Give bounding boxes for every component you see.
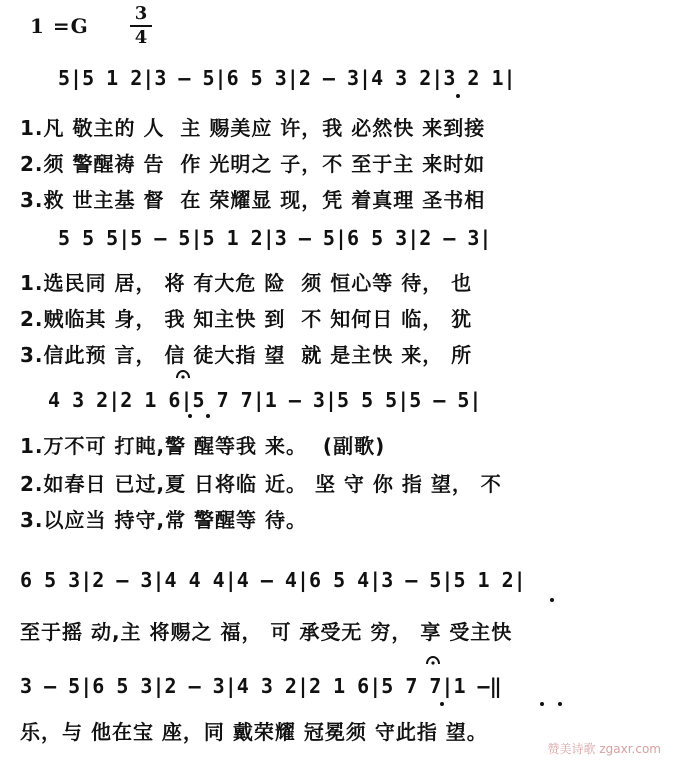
time-signature-top: 3 xyxy=(134,3,148,24)
octave-dot xyxy=(550,598,554,602)
octave-dot xyxy=(206,414,210,418)
octave-dot xyxy=(188,414,192,418)
system-1-notes: 5|5 1 2|3 — 5|6 5 3|2 — 3|4 3 2|3 2 1| xyxy=(58,66,516,90)
system-4-notes: 6 5 3|2 — 3|4 4 4|4 — 4|6 5 4|3 — 5|5 1 2| xyxy=(20,568,526,592)
system-3-lyric-verse-2: 2.如春日 已过,夏 日将临 近。 坚 守 你 指 望， 不 xyxy=(20,472,502,496)
octave-dot xyxy=(540,702,544,706)
system-5-lyric: 乐，与 他在宝 座，同 戴荣耀 冠冕须 守此指 望。 xyxy=(20,720,488,744)
system-2-lyric-verse-2: 2.贼临其 身， 我 知主快 到 不 知何日 临， 犹 xyxy=(20,307,473,331)
system-1-lyric-verse-2: 2.须 警醒祷 告 作 光明之 子，不 至于主 来时如 xyxy=(20,152,486,176)
system-2-lyric-verse-1: 1.选民同 居， 将 有大危 险 须 恒心等 待， 也 xyxy=(20,271,473,295)
system-1-lyric-verse-3: 3.救 世主基 督 在 荣耀显 现，凭 着真理 圣书相 xyxy=(20,188,486,212)
system-5-notes: 3 — 5|6 5 3|2 — 3|4 3 2|2 1 6|5 7 7|1 —‖ xyxy=(20,674,502,698)
fermata-icon xyxy=(426,654,440,666)
fermata-icon xyxy=(176,368,190,380)
time-signature xyxy=(128,4,154,48)
key-signature: 1 =G xyxy=(30,14,89,38)
system-3-notes: 4 3 2|2 1 6|5 7 7|1 — 3|5 5 5|5 — 5| xyxy=(48,388,482,412)
system-1-lyric-verse-1: 1.凡 敬主的 人 主 赐美应 许，我 必然快 来到接 xyxy=(20,116,486,140)
time-signature-bottom: 4 xyxy=(134,27,148,48)
watermark: 赞美诗歌 zgaxr.com xyxy=(547,742,661,756)
system-2-notes: 5 5 5|5 — 5|5 1 2|3 — 5|6 5 3|2 — 3| xyxy=(58,226,492,250)
system-3-lyric-verse-3: 3.以应当 持守,常 警醒等 待。 xyxy=(20,508,307,532)
system-4-lyric: 至于摇 动,主 将赐之 福， 可 承受无 穷， 享 受主快 xyxy=(20,620,513,644)
system-2-lyric-verse-3: 3.信此预 言， 信 徒大指 望 就 是主快 来， 所 xyxy=(20,343,473,367)
octave-dot xyxy=(558,702,562,706)
system-3-lyric-verse-1: 1.万不可 打盹,警 醒等我 来。 (副歌) xyxy=(20,434,386,458)
octave-dot xyxy=(456,94,460,98)
octave-dot xyxy=(440,702,444,706)
